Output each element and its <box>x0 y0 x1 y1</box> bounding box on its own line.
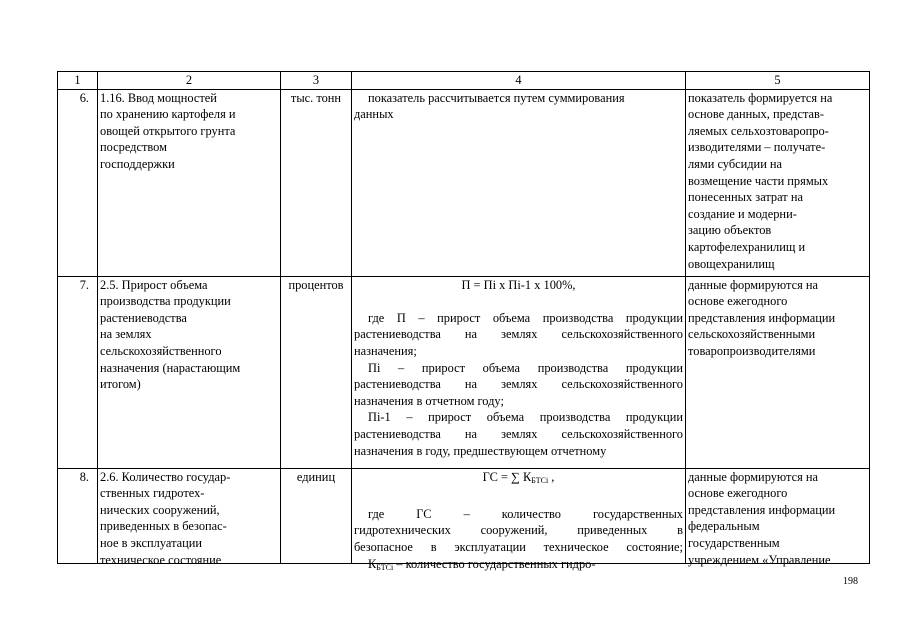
formula <box>354 469 683 490</box>
method-cell <box>352 276 686 468</box>
text-line: Пi – прирост объема производства продукции <box>368 360 683 375</box>
text-line: производства продукции <box>100 294 231 309</box>
text-line: ственных гидротех- <box>100 486 205 501</box>
source-cell <box>686 89 870 276</box>
symbol: К <box>368 556 377 571</box>
text-line: изводителями – получате- <box>688 140 826 155</box>
text-line: сельскохозяйственными <box>688 327 816 342</box>
text-line: овощехранилищ <box>688 256 775 271</box>
text-line: безопасное в эксплуатации техническое состояние; <box>354 539 683 554</box>
text-line: ное в эксплуатации <box>100 535 203 550</box>
text-line <box>354 556 683 577</box>
text-line: данные формируются на <box>688 277 819 292</box>
text-line: данные формируются на <box>688 469 819 484</box>
spacer <box>354 293 683 310</box>
formula-subscript: БТСi <box>531 475 549 485</box>
text-line: Пi-1 – прирост объема производства продукции <box>368 410 683 425</box>
text-line: на землях <box>100 327 152 342</box>
row-number <box>58 468 98 563</box>
text-line: 2.5. Прирост объема <box>100 277 208 292</box>
header-cell: 2 <box>98 72 281 90</box>
header-cell: 4 <box>352 72 686 90</box>
text-line: где ГС – количество государственных <box>368 506 683 521</box>
method-cell <box>352 89 686 276</box>
indicator-name-cell <box>98 89 281 276</box>
text-line: федеральным <box>688 519 760 534</box>
text-line: назначения; <box>354 343 417 358</box>
text-line: нических сооружений, <box>100 502 220 517</box>
text-line: 1.16. Ввод мощностей <box>100 90 217 105</box>
text-line: основе ежегодного <box>688 294 788 309</box>
text-line: возмещение части прямых <box>688 173 829 188</box>
text-fragment: – количество государственных гидро- <box>393 556 596 571</box>
unit-cell <box>281 468 352 563</box>
formula: П = Пi x Пi-1 x 100%, <box>461 277 576 292</box>
text-line: растениеводства на землях сельскохозяйственного <box>354 327 683 342</box>
text-line: основе данных, представ- <box>688 107 824 122</box>
text-line: овощей открытого грунта <box>100 123 236 138</box>
text-line: товаропроизводителями <box>688 343 816 358</box>
text-line: основе ежегодного <box>688 486 788 501</box>
method-cell <box>352 468 686 572</box>
source-cell <box>686 468 870 567</box>
text-line: ляемых сельхозтоваропро- <box>688 123 829 138</box>
text-line: растениеводства <box>100 310 187 325</box>
indicator-name-cell <box>98 276 281 468</box>
page-number: 198 <box>843 576 858 587</box>
row-number: 7. <box>58 276 98 468</box>
table-row <box>58 468 870 563</box>
text-line: понесенных затрат на <box>688 190 803 205</box>
text-line: гидротехнических сооружений, приведенных в <box>354 523 683 538</box>
text-line: посредством <box>100 140 167 155</box>
text-line: представления информации <box>688 310 836 325</box>
text-line: зацию объектов <box>688 223 772 238</box>
row-number: 6. <box>58 89 98 276</box>
text-line: приведенных в безопас- <box>100 519 227 534</box>
text-line: государственным <box>688 535 780 550</box>
header-cell: 3 <box>281 72 352 90</box>
spacer <box>354 489 683 506</box>
text-line: где П – прирост объема производства продукции <box>368 310 683 325</box>
table-header-row <box>58 72 870 90</box>
symbol-subscript: БТСi <box>376 562 394 572</box>
text-line: растениеводства на землях сельскохозяйственного <box>354 426 683 441</box>
text-line: картофелехранилищ и <box>688 239 806 254</box>
text-line: назначения в отчетном году; <box>354 393 504 408</box>
text-line: растениеводства на землях сельскохозяйственного <box>354 377 683 392</box>
indicator-name-cell <box>98 468 281 567</box>
unit-cell: тыс. тонн <box>281 89 352 276</box>
formula-tail: , <box>548 469 555 484</box>
text-line: показатель рассчитывается путем суммирования <box>368 90 625 105</box>
text-line: данных <box>354 107 394 122</box>
source-cell <box>686 276 870 468</box>
header-cell: 5 <box>686 72 870 90</box>
table-row <box>58 89 870 276</box>
unit-cell: процентов <box>281 276 352 468</box>
text-line: назначения (нарастающим <box>100 360 241 375</box>
text-line: лями субсидии на <box>688 156 783 171</box>
text-line: господдержки <box>100 156 175 171</box>
text-line: учреждением «Управление <box>688 552 831 567</box>
text-line: техническое состояние <box>100 552 222 567</box>
formula-main: ГС = ∑ К <box>482 469 532 484</box>
unit-text: единиц <box>296 469 336 484</box>
text-line: назначения в году, предшествующем отчетному <box>354 443 607 458</box>
text-line: по хранению картофеля и <box>100 107 236 122</box>
text-line: 2.6. Количество государ- <box>100 469 231 484</box>
indicators-table <box>57 71 870 572</box>
text-line: представления информации <box>688 502 836 517</box>
text-line: создание и модерни- <box>688 206 797 221</box>
row-number-text: 8. <box>79 469 89 484</box>
text-line: показатель формируется на <box>688 90 833 105</box>
header-cell: 1 <box>58 72 98 90</box>
table-row <box>58 276 870 468</box>
text-line: итогом) <box>100 377 141 392</box>
text-line: сельскохозяйственного <box>100 343 222 358</box>
